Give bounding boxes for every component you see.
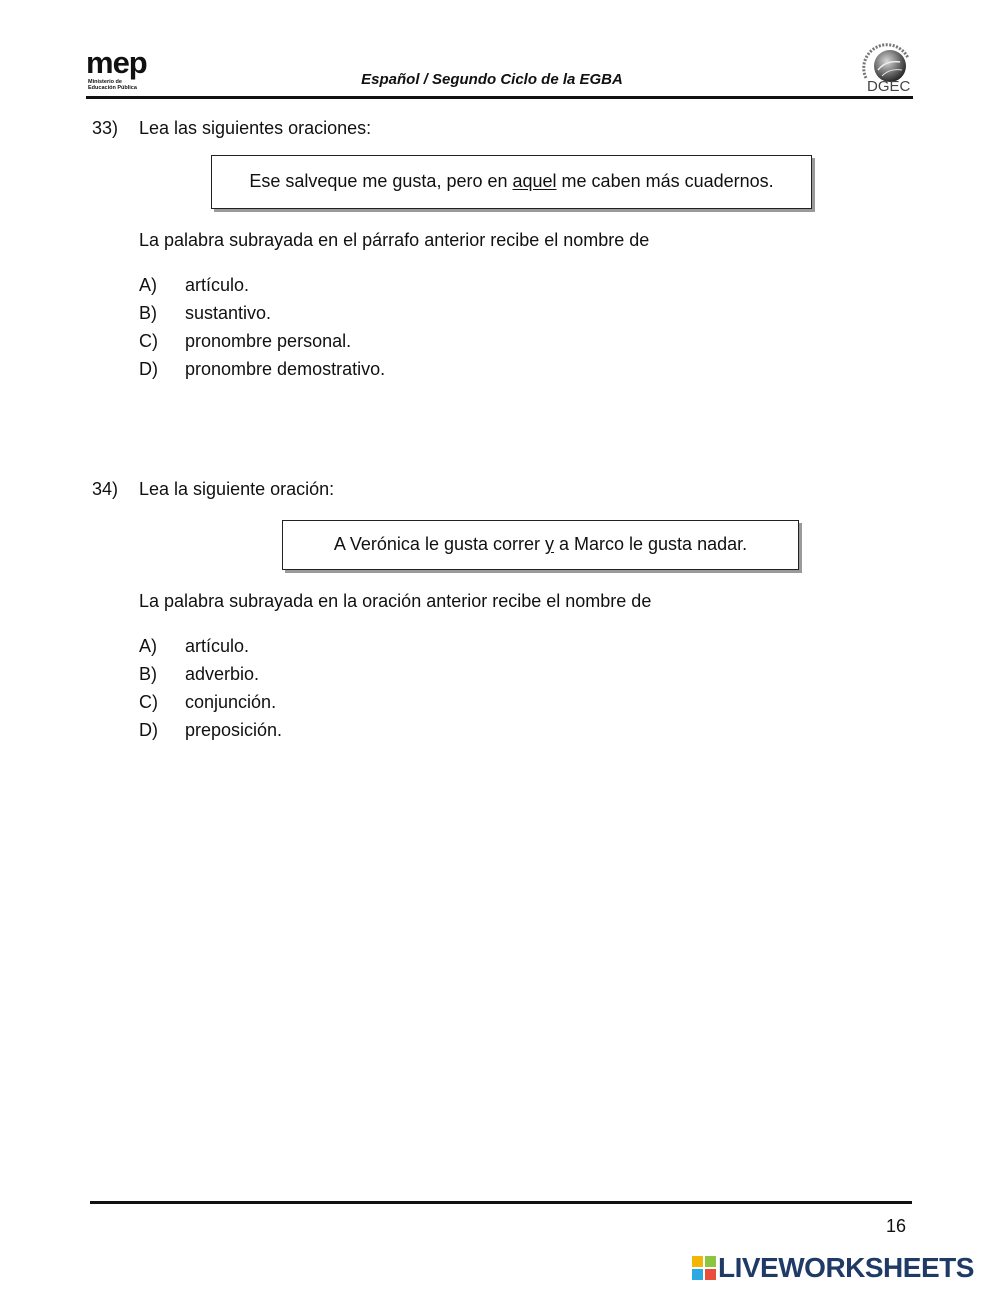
mep-logo-subtitle-line2: Educación Pública (88, 85, 137, 91)
question-34-sentence-before: A Verónica le gusta correr (333, 534, 545, 554)
option-text: artículo. (185, 636, 250, 656)
question-33-prompt: Lea las siguientes oraciones: (139, 118, 372, 138)
question-33-stem: La palabra subrayada en el párrafo anterior recibe el nombre de (139, 230, 650, 250)
liveworksheets-wordmark: LIVEWORKSHEETS (718, 1252, 974, 1283)
option-text: pronombre personal. (185, 331, 352, 351)
question-34-sentence-box (282, 520, 799, 570)
question-33-number: 33) (92, 118, 119, 138)
option-letter: A) (139, 636, 157, 656)
question-33-sentence-box (211, 155, 812, 209)
page-number: 16 (886, 1216, 907, 1236)
header-title: Español / Segundo Ciclo de la EGBA (361, 71, 623, 88)
question-34-sentence-after: a Marco le gusta nadar. (554, 534, 748, 554)
option-text: artículo. (185, 275, 250, 295)
option-letter: B) (139, 303, 157, 323)
question-33-sentence-before: Ese salveque me gusta, pero en (249, 171, 513, 191)
option-letter: B) (139, 664, 157, 684)
question-34-prompt: Lea la siguiente oración: (139, 479, 335, 499)
option-letter: C) (139, 692, 158, 712)
option-text: sustantivo. (185, 303, 272, 323)
question-34-number: 34) (92, 479, 119, 499)
header-divider (86, 96, 913, 99)
question-34-underlined-word: y (545, 534, 554, 554)
mep-logo-subtitle-line1: Ministerio de (88, 79, 122, 85)
option-letter: D) (139, 359, 158, 379)
question-33-sentence-after: me caben más cuadernos. (556, 171, 774, 191)
option-text: pronombre demostrativo. (185, 359, 386, 379)
option-text: preposición. (185, 720, 283, 740)
option-letter: A) (139, 275, 157, 295)
question-34-stem: La palabra subrayada en la oración anterior recibe el nombre de (139, 591, 652, 611)
footer-divider (90, 1201, 912, 1204)
option-text: adverbio. (185, 664, 260, 684)
liveworksheets-logo-icon (692, 1256, 716, 1280)
question-33-underlined-word: aquel (512, 171, 557, 191)
option-letter: C) (139, 331, 158, 351)
dgec-label: DGEC (867, 78, 911, 95)
option-letter: D) (139, 720, 158, 740)
mep-logo-word: mep (86, 45, 147, 80)
option-text: conjunción. (185, 692, 277, 712)
dgec-seal-logo (856, 40, 918, 98)
